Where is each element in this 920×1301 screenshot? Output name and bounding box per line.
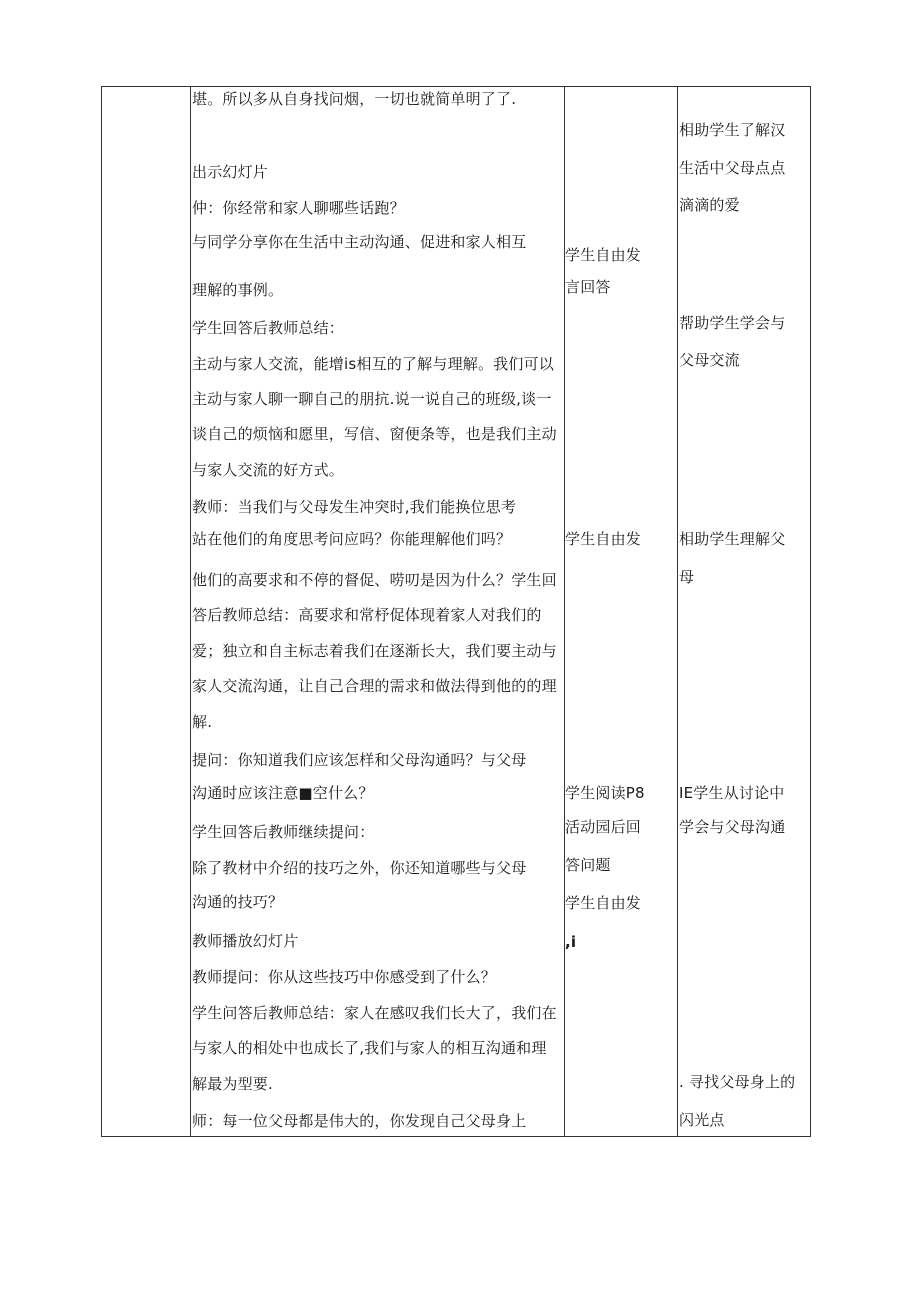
intent-line: 滴滴的爱: [679, 196, 740, 214]
intent-line: 相助学生了解汉: [679, 121, 786, 139]
process-line: 解最为型要.: [192, 1075, 273, 1093]
student-line: 学生阅读P8: [565, 784, 645, 802]
process-line: 沟通的技巧？: [192, 893, 284, 911]
process-line: 站在他们的角度思考问应吗？你能理解他们吗？: [192, 530, 512, 548]
intent-line: 闪光点: [679, 1111, 725, 1129]
process-line: 答后教师总结：高要求和常杼促体现着家人对我们的: [192, 606, 542, 624]
lesson-plan-table: [101, 86, 811, 1137]
process-line: 堪。所以多从自身找问烟，一切也就简单明了了.: [192, 90, 517, 108]
process-line: 与同学分享你在生活中主动沟通、促进和家人相互: [192, 233, 527, 251]
column-divider-3: [677, 87, 678, 1136]
process-line: 除了教材中介绍的技巧之外，你还知道哪些与父母: [192, 859, 527, 877]
process-line: 理解的事例。: [192, 281, 284, 299]
process-line: 爱；独立和自主标志着我们在逐渐长大，我们要主动与: [192, 642, 557, 660]
intent-line: 父母交流: [679, 351, 740, 369]
process-line: 他们的高要求和不停的督促、唠叨是因为什么？学生回: [192, 571, 557, 589]
process-line: 主动与家人交流，能增is相互的了解与理解。我们可以: [192, 355, 554, 373]
intent-line: 母: [679, 568, 695, 586]
process-line: 出示幻灯片: [192, 163, 269, 181]
process-line: 教师播放幻灯片: [192, 932, 299, 950]
student-line: 答问题: [565, 856, 611, 874]
intent-line: IE学生从讨论中: [679, 784, 785, 802]
process-line: 与家人交流的好方式。: [192, 461, 345, 479]
process-line: 提问：你知道我们应该怎样和父母沟通吗？与父母: [192, 751, 527, 769]
student-line: 活动园后回: [565, 818, 642, 836]
process-line: 沟通时应该注意■空什么？: [192, 784, 374, 802]
process-line: 谈自己的烦恼和愿里，写信、窗便条等，也是我们主动: [192, 425, 557, 443]
process-line: 解.: [192, 713, 213, 731]
student-line: 学生自由发: [565, 530, 642, 548]
process-line: 仲：你经常和家人聊哪些话跑？: [192, 199, 405, 217]
process-line: 学生问答后教师总结：家人在感叹我们长大了，我们在: [192, 1004, 557, 1022]
process-line: 学生回答后教师继续提问：: [192, 823, 375, 841]
intent-line: . 寻找父母身上的: [679, 1073, 796, 1091]
intent-line: 学会与父母沟通: [679, 818, 786, 836]
column-divider-2: [564, 87, 565, 1136]
process-line: 学生回答后教师总结：: [192, 319, 345, 337]
student-line: ,i: [565, 933, 577, 951]
process-line: 家人交流沟通，让自己合理的需求和做法得到他的的理: [192, 677, 557, 695]
student-line: 言回答: [565, 278, 611, 296]
student-line: 学生自由发: [565, 894, 642, 912]
column-divider-1: [190, 87, 191, 1136]
process-line: 师：每一位父母都是伟大的，你发现自己父母身上: [192, 1112, 527, 1130]
process-line: 主动与家人聊一聊自己的朋抗.说一说自己的班级,谈一: [192, 390, 552, 408]
student-line: 学生自由发: [565, 246, 642, 264]
intent-line: 相助学生理解父: [679, 530, 786, 548]
process-line: 与家人的相处中也成长了,我们与家人的相互沟通和理: [192, 1039, 547, 1057]
intent-line: 帮助学生学会与: [679, 314, 786, 332]
process-line: 教师提问：你从这些技巧中你感受到了什么？: [192, 968, 497, 986]
intent-line: 生活中父母点点: [679, 159, 786, 177]
process-line: 教师：当我们与父母发生冲突时,我们能换位思考: [192, 498, 517, 516]
